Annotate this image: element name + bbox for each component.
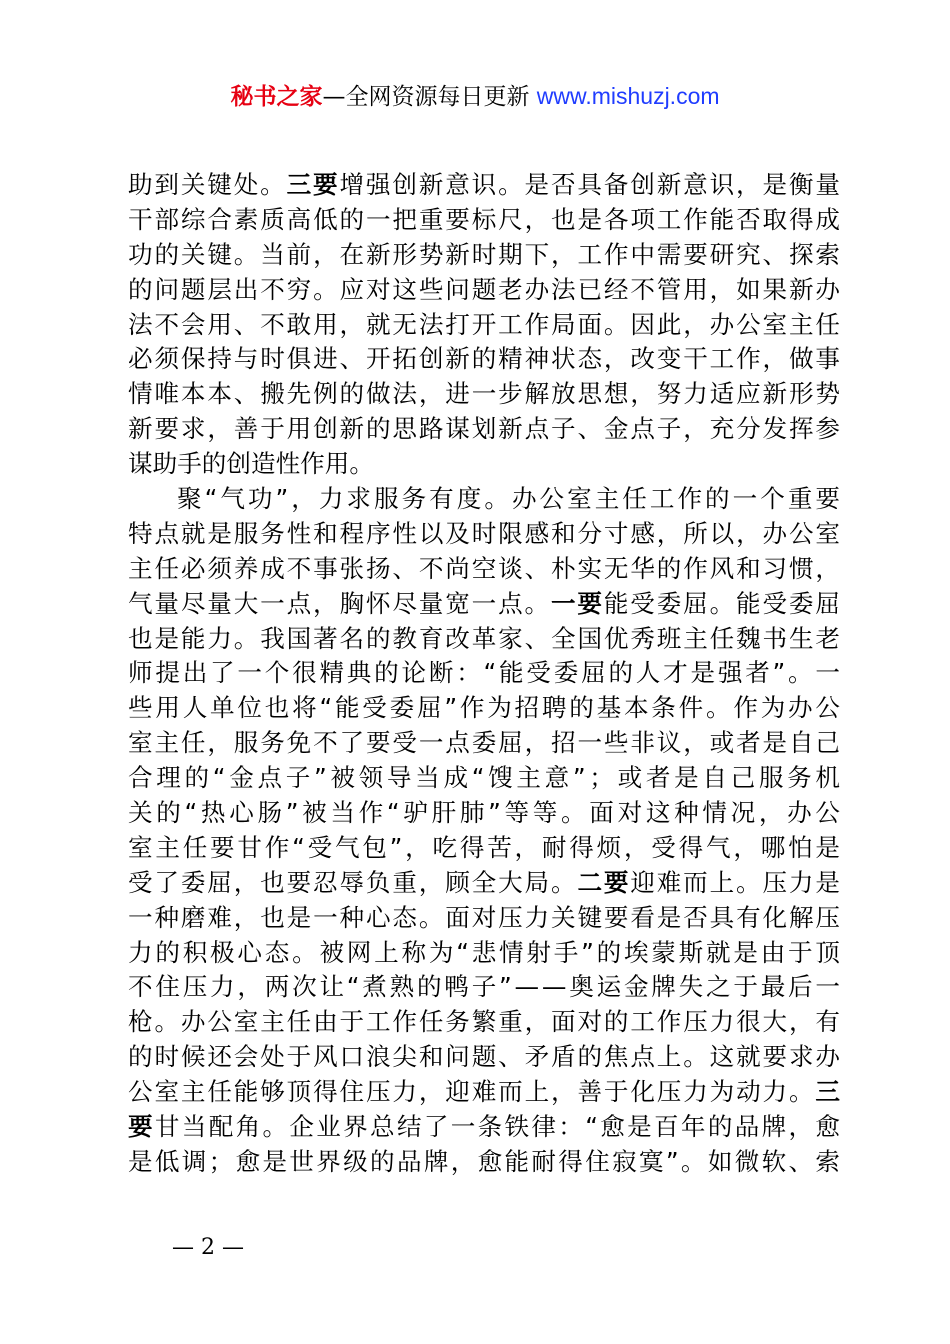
text-line <box>128 587 840 622</box>
emphasis-text: 三要 <box>286 170 340 199</box>
emphasis-text: 二要 <box>577 867 631 897</box>
site-url-link[interactable]: www.mishuzj.com <box>536 83 720 109</box>
text-line <box>128 796 844 831</box>
text-line <box>128 970 843 1005</box>
text-line <box>128 1145 843 1180</box>
text-segment: 谋助手的创造性作用。 <box>128 449 374 479</box>
text-segment: 甘当配角。企业界总结了一条铁律：“愈是百年的品牌，愈 <box>154 1112 843 1142</box>
text-line <box>128 936 843 971</box>
text-segment: 聚“气功”，力求服务有度。办公室主任工作的一个重要 <box>177 484 843 514</box>
text-segment: 助到关键处。 <box>128 170 287 199</box>
text-line <box>128 273 840 308</box>
page-number: — 2 — <box>172 1235 244 1260</box>
text-line <box>128 203 840 238</box>
text-line <box>128 412 840 447</box>
text-line <box>128 691 843 726</box>
text-segment: 迎难而上。压力是 <box>630 867 842 897</box>
text-segment: 关的“热心肠”被当作“驴肝肺”等等。面对这种情况，办公 <box>128 798 844 828</box>
text-line <box>128 517 840 552</box>
text-line <box>128 622 840 657</box>
text-segment: 一种磨难，也是一种心态。面对压力关键要看是否具有化解压 <box>128 902 842 932</box>
text-segment: 是低调；愈是世界级的品牌，愈能耐得住寂寞”。如微软、索 <box>128 1146 843 1176</box>
emphasis-text: 要 <box>128 1112 155 1142</box>
text-line <box>128 831 843 866</box>
text-segment: 情唯本本、搬先例的做法，进一步解放思想，努力适应新形势 <box>128 379 842 409</box>
text-line <box>128 482 843 517</box>
text-line <box>128 1075 840 1110</box>
text-segment: 受了委屈，也要忍辱负重，顾全大局。 <box>128 867 578 897</box>
text-line <box>128 656 843 691</box>
text-segment: 不住压力，两次让“煮熟的鸭子”——奥运金牌失之于最后一 <box>128 972 843 1002</box>
text-line <box>128 552 840 587</box>
text-line <box>128 308 840 343</box>
text-segment: 必须保持与时俱进、开拓创新的精神状态，改变干工作，做事 <box>128 344 842 374</box>
text-segment: 增强创新意识。是否具备创新意识，是衡量 <box>339 170 842 199</box>
text-segment: 公室主任能够顶得住压力，迎难而上，善于化压力为动力。 <box>128 1077 816 1107</box>
text-line <box>128 377 840 412</box>
text-line <box>128 866 840 901</box>
text-segment: 能受委屈。能受委屈 <box>603 588 842 618</box>
text-segment: 特点就是服务性和程序性以及时限感和分寸感，所以，办公室 <box>128 518 842 548</box>
text-segment: 新要求，善于用创新的思路谋划新点子、金点子，充分发挥参 <box>128 414 842 444</box>
text-segment: 室主任要甘作“受气包”，吃得苦，耐得烦，受得气，哪怕是 <box>128 832 843 862</box>
text-segment: 合理的“金点子”被领导当成“馊主意”；或者是自己服务机 <box>128 763 844 793</box>
text-segment: 力的积极心态。被网上称为“悲情射手”的埃蒙斯就是由于顶 <box>128 937 843 967</box>
text-segment: 的问题层出不穷。应对这些问题老办法已经不管用，如果新办 <box>128 274 842 304</box>
text-line <box>128 761 844 796</box>
header-tagline: —全网资源每日更新 <box>322 84 530 110</box>
text-segment: 功的关键。当前，在新形势新时期下，工作中需要研究、探索 <box>128 239 842 269</box>
text-line <box>128 1040 840 1075</box>
text-segment: 法不会用、不敢用，就无法打开工作局面。因此，办公室主任 <box>128 309 842 339</box>
text-segment: 也是能力。我国著名的教育改革家、全国优秀班主任魏书生老 <box>128 623 842 653</box>
text-line <box>128 238 840 273</box>
text-segment: 主任必须养成不事张扬、不尚空谈、朴实无华的作风和习惯， <box>128 553 842 583</box>
text-segment: 气量尽量大一点，胸怀尽量宽一点。 <box>128 588 551 618</box>
text-line <box>128 901 840 936</box>
text-segment: 的时候还会处于风口浪尖和问题、矛盾的焦点上。这就要求办 <box>128 1042 842 1072</box>
text-segment: 些用人单位也将“能受委屈”作为招聘的基本条件。作为办公 <box>128 693 843 723</box>
text-segment: 室主任，服务免不了要受一点委屈，招一些非议，或者是自己 <box>128 728 842 758</box>
text-line <box>128 342 840 377</box>
text-segment: 干部综合素质高低的一把重要标尺，也是各项工作能否取得成 <box>128 204 842 234</box>
text-line <box>128 447 840 482</box>
emphasis-text: 一要 <box>551 588 604 618</box>
text-line <box>128 1110 843 1145</box>
text-segment: 师提出了一个很精典的论断：“能受委屈的人才是强者”。一 <box>128 658 843 688</box>
text-segment: 枪。办公室主任由于工作任务繁重，面对的工作压力很大，有 <box>128 1007 842 1037</box>
emphasis-text: 三 <box>815 1077 842 1107</box>
text-line <box>128 1005 840 1040</box>
text-line <box>128 168 840 203</box>
site-header <box>0 80 950 113</box>
text-line <box>128 726 840 761</box>
document-body <box>128 168 844 1180</box>
brand-name: 秘书之家 <box>230 84 323 110</box>
